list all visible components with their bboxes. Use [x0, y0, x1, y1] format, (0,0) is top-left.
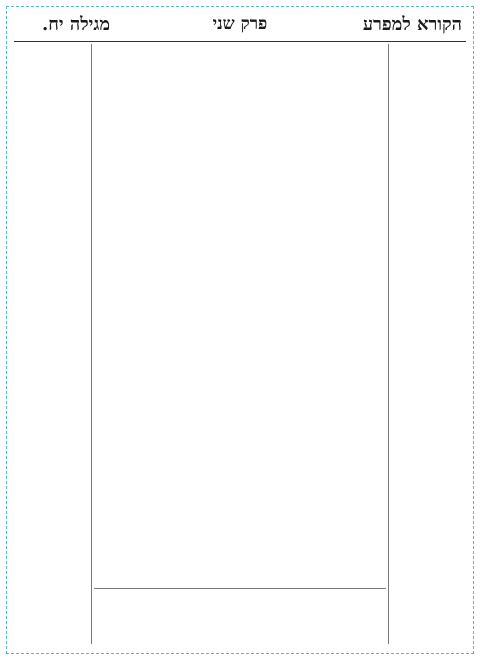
header-rule — [14, 41, 466, 42]
crop-mark-left — [6, 6, 7, 654]
crop-mark-top — [6, 6, 474, 7]
folio-number: מגילה יח. — [42, 14, 111, 35]
talmud-page — [14, 12, 466, 650]
chapter-number: פרק שני — [212, 14, 268, 34]
chapter-title: הקורא למפרע — [362, 14, 462, 35]
left-margin-commentary — [14, 44, 92, 644]
top-commentary-band — [94, 44, 386, 140]
wide-commentary-body — [94, 270, 386, 582]
crop-mark-bottom — [6, 653, 474, 654]
crop-mark-right — [473, 6, 474, 654]
inner-commentary-right — [290, 144, 386, 264]
page-header — [14, 14, 466, 38]
footnotes — [94, 588, 386, 644]
central-text — [196, 144, 284, 264]
main-text-area — [94, 44, 386, 644]
inner-commentary-left — [94, 144, 190, 264]
right-margin-commentary — [388, 44, 466, 644]
